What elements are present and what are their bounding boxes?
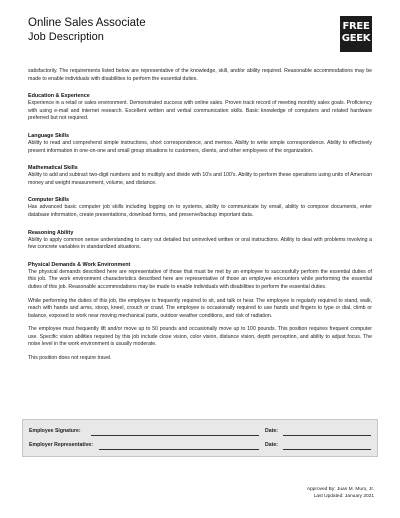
employer-signature-label: Employer Representative: xyxy=(29,442,94,448)
section-body: The physical demands described here are representative of those that must be met by an employee to successfully perform the essential duties of this job. The work environment characteristics described here are representative of those an employee encounters while performing the essential duties of this job. Reasonable accommodations may be made to enable individuals with disabilities to perform the essential duties. xyxy=(28,268,372,290)
free-geek-logo xyxy=(340,16,372,52)
math-section xyxy=(28,164,372,187)
section-heading: Reasoning Ability xyxy=(28,229,74,236)
employer-date-line[interactable] xyxy=(283,449,371,450)
computer-section xyxy=(28,196,372,219)
document-body xyxy=(28,68,372,363)
section-heading: Computer Skills xyxy=(28,197,70,204)
document-footer xyxy=(307,486,374,500)
section-body: While performing the duties of this job, the employee is frequently required to sit, and talk or hear. The employee is regularly required to stand, walk, reach with hands and arms, stoop, kneel, crouch or crawl. The employee is occasionally required to use hands and fingers to type or dial, climb or balance, exposed to work near moving mechanical parts, outdoor weather conditions, and risk of radiation. xyxy=(28,297,372,319)
section-heading: Education & Experience xyxy=(28,93,90,100)
signature-box xyxy=(22,419,378,457)
employee-date-label: Date: xyxy=(265,428,278,434)
education-section xyxy=(28,92,372,123)
document-header xyxy=(28,16,372,56)
employer-signature-row xyxy=(29,442,371,452)
approved-by: Approved By: Juan M. Muro, Jr. xyxy=(306,487,374,492)
last-updated: Last Updated: January 2021 xyxy=(313,494,374,499)
page-title: Online Sales Associate xyxy=(28,17,146,29)
section-body: Ability to add and subtract two-digit numbers and to multiply and divide with 10's and 100's. Ability to perform these operations using units of American money and weight measurement, volume, and distance. xyxy=(28,172,372,186)
section-heading: Physical Demands & Work Environment xyxy=(28,261,131,268)
employer-date-label: Date: xyxy=(265,442,278,448)
travel-note: This position does not require travel. xyxy=(28,355,112,362)
section-heading: Language Skills xyxy=(28,132,70,139)
employer-signature-line[interactable] xyxy=(99,449,259,450)
physical-section xyxy=(28,261,372,363)
section-body: Experience in a retail or sales environment. Demonstrated success with online sales. Proven track record of meeting monthly sales goals. Proficiency with using e-mail and internet research. Excellent written and verbal communication skills. Basic knowledge of computers and related hardware preferred but not required. xyxy=(28,100,372,122)
logo-line-1: FREE xyxy=(342,21,370,32)
section-heading: Mathematical Skills xyxy=(28,165,78,172)
employee-signature-row xyxy=(29,428,371,438)
logo-line-2: GEEK xyxy=(341,33,371,44)
employee-signature-line[interactable] xyxy=(91,435,259,436)
reasoning-section xyxy=(28,229,372,252)
language-section xyxy=(28,132,372,155)
section-body: The employee must frequently lift and/or move up to 50 pounds and occasionally move up to 100 pounds. This position requires frequent computer use. Specific vision abilities required by this job include close vision, color vision, distance vision, depth perception, and ability to adjust focus. The noise level in the work environment is usually moderate. xyxy=(28,326,372,348)
section-body: Ability to read and comprehend simple instructions, short correspondence, and memos. Ability to write simple correspondence. Ability to effectively present information in one-on-one and small group situations to customers, clients, and other employees of the organization. xyxy=(28,139,372,154)
employee-date-line[interactable] xyxy=(283,435,371,436)
employee-signature-label: Employee Signature: xyxy=(29,428,81,434)
intro-paragraph: satisfactorily. The requirements listed below are representative of the knowledge, skill, and/or ability required. Reasonable accommodations may be made to enable individuals with disabilities to perform the essential duties. xyxy=(28,68,372,82)
section-body: Has advanced basic computer job skills including logging on to systems, ability to communicate by email, ability to compose documents, enter database information, create presentations, download forms, and preserve/backup important data. xyxy=(28,204,372,218)
page-subtitle: Job Description xyxy=(28,31,104,43)
section-body: Ability to apply common sense understanding to carry out detailed but uninvolved written or oral instructions. Ability to deal with problems involving a few concrete variables in standardized situations. xyxy=(28,236,372,251)
